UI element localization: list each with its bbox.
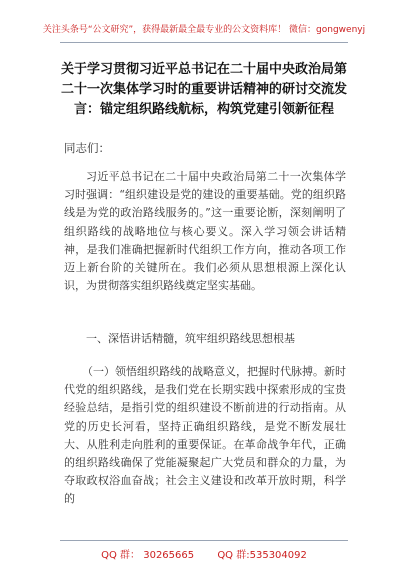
footer-qq-group-2: QQ 群:535304092 <box>217 550 307 561</box>
section-heading: 一、深悟讲话精髓，筑牢组织路线思想根基 <box>86 332 295 345</box>
paragraph: （一）领悟组织路线的战略意义，把握时代脉搏。新时代党的组织路线，是我们党在长期实践中探索形成的宝贵经验总结，是指引党的组织建设不断前进的行动指南。从党的历史长河看，坚持正确组织路线，是党不断发展壮大、从胜利走向胜利的重要保证。在革命战争年代，正确的组织路线确保了党能凝聚起广大党员和群众的力量，为夺取政权浴血奋战；社会主义建设和改革开放时期，科学的 <box>64 365 346 506</box>
salutation: 同志们： <box>64 141 110 155</box>
header-banner: 关注头条号“公文研究”，获得最新最全最专业的公文资料库！ 微信：gongwenyj <box>42 25 366 35</box>
document-title: 关于学习贯彻习近平总书记在二十届中央政治局第二十一次集体学习时的重要讲话精神的研讨交流发言：锚定组织路线航标，构筑党建引领新征程 <box>60 62 347 117</box>
footer-divider <box>60 540 348 541</box>
footer <box>60 546 348 561</box>
header-divider <box>60 42 348 43</box>
paragraph: 习近平总书记在二十届中央政治局第二十一次集体学习时强调：“组织建设是党的建设的重要基础。党的组织路线是为党的政治路线服务的。”这一重要论断，深刻阐明了组织路线的战略地位与核心要义。深入学习领会讲话精神，是我们准确把握新时代组织工作方向，推动各项工作迈上新台阶的关键所在。我们必须从思想根源上深化认识，为贯彻落实组织路线奠定坚实基础。 <box>64 170 346 293</box>
footer-qq-group-1: QQ 群： 30265665 <box>101 550 195 561</box>
